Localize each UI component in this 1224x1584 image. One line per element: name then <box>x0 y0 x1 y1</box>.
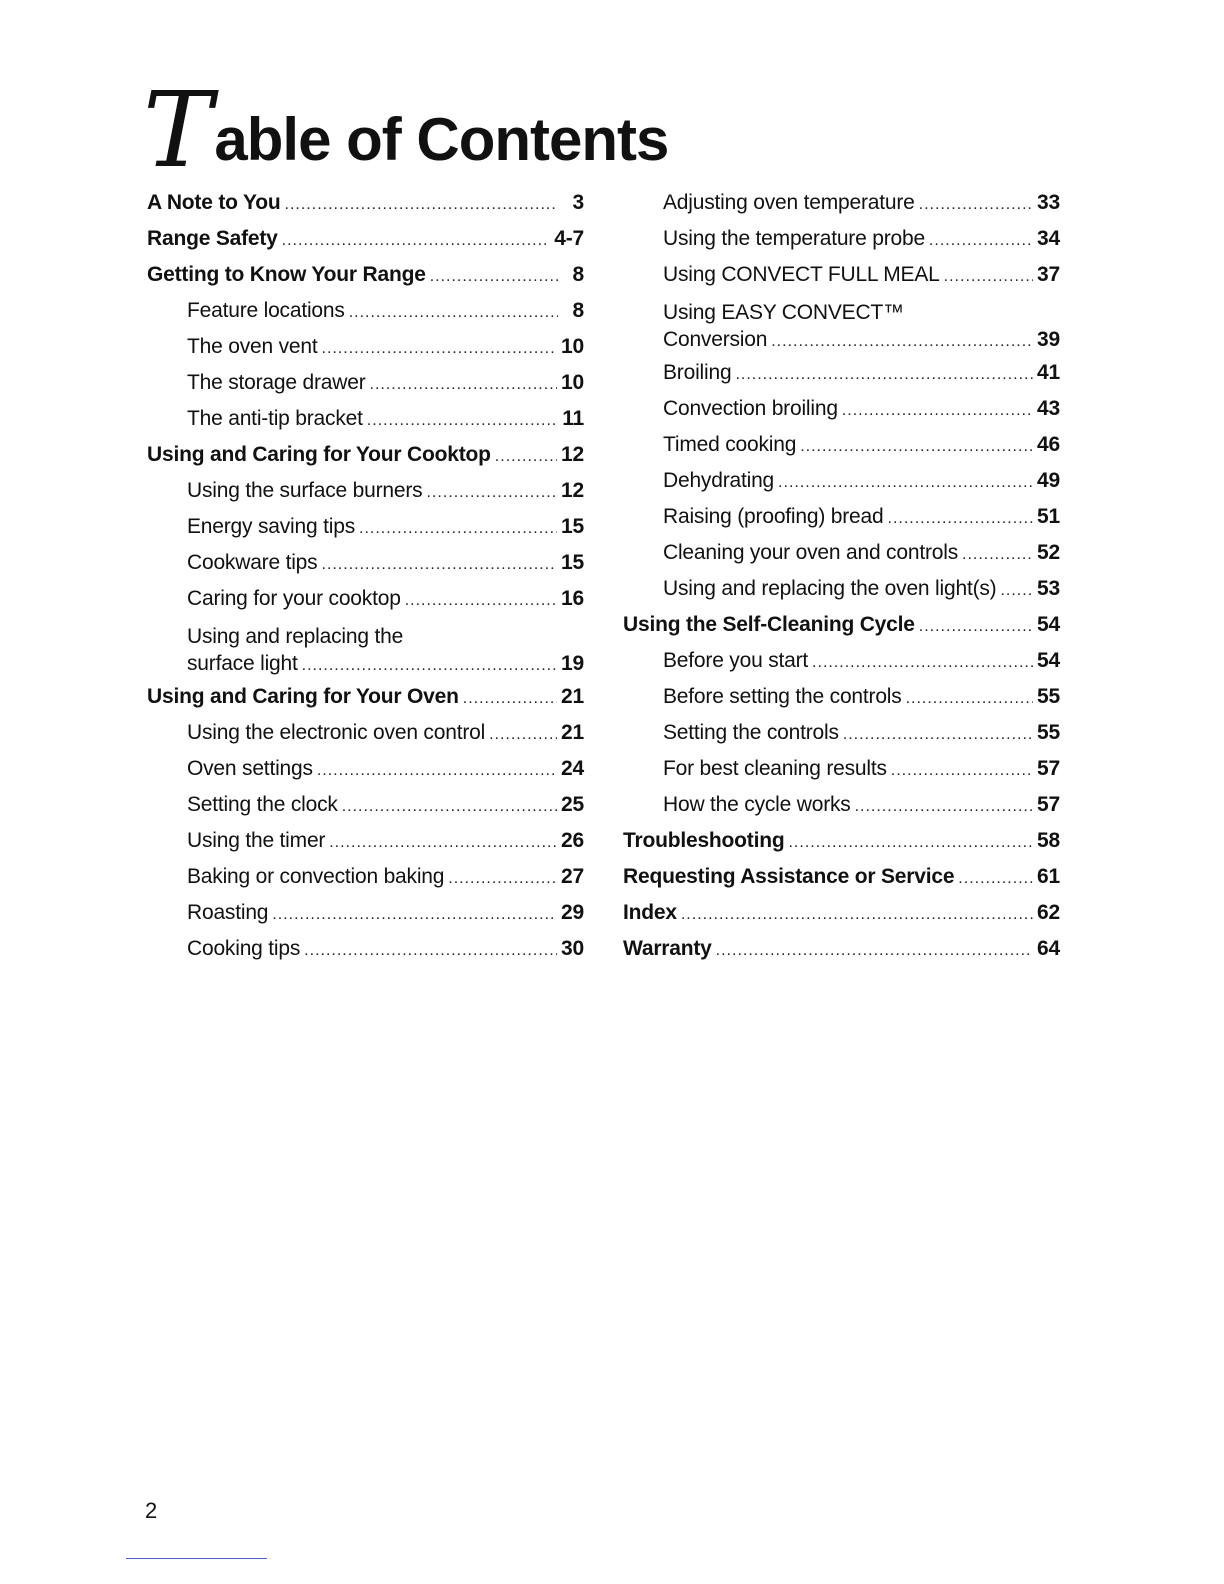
toc-entry-page-number: 54 <box>1037 613 1060 636</box>
dot-leader <box>843 718 1033 752</box>
toc-entry-page-number: 12 <box>561 443 584 466</box>
toc-entry-label: Adjusting oven temperature <box>663 191 915 214</box>
toc-entry-page-number: 11 <box>562 407 584 430</box>
toc-entry-label: The anti-tip bracket <box>187 407 363 430</box>
title-text: able of Contents <box>214 106 669 173</box>
toc-entry-label: Using the electronic oven control <box>187 721 486 744</box>
dot-leader <box>430 260 558 294</box>
toc-subsection-entry[interactable] <box>147 860 584 896</box>
toc-subsection-entry[interactable] <box>623 326 1060 356</box>
toc-subsection-entry[interactable] <box>147 474 584 510</box>
toc-entry-label: Oven settings <box>187 757 313 780</box>
toc-entry-label: Cookware tips <box>187 551 318 574</box>
toc-entry-label: Using CONVECT FULL MEAL <box>663 263 940 286</box>
toc-entry-page-number: 33 <box>1037 191 1060 214</box>
toc-entry-page-number: 49 <box>1037 469 1060 492</box>
dot-leader <box>735 358 1033 392</box>
toc-section-entry[interactable] <box>147 438 584 474</box>
toc-subsection-entry[interactable] <box>623 680 1060 716</box>
dot-leader <box>771 328 1033 356</box>
toc-entry-label: For best cleaning results <box>663 757 887 780</box>
toc-entry-label: surface light <box>187 652 298 675</box>
toc-entry-label: Using and Caring for Your Oven <box>147 685 459 708</box>
toc-entry-label: Using the surface burners <box>187 479 423 502</box>
toc-right-column <box>623 186 1060 968</box>
toc-entry-page-number: 10 <box>561 371 584 394</box>
toc-entry-label: Using the timer <box>187 829 326 852</box>
toc-entry-page-number: 24 <box>561 757 584 780</box>
dot-leader <box>405 584 557 618</box>
toc-entry-page-number: 46 <box>1037 433 1060 456</box>
toc-entry-label: Conversion <box>663 328 768 351</box>
toc-subsection-entry[interactable] <box>147 546 584 582</box>
dot-leader <box>329 826 557 860</box>
dot-leader <box>812 646 1033 680</box>
toc-entry-label: Requesting Assistance or Service <box>623 865 955 888</box>
toc-entry-page-number: 26 <box>561 829 584 852</box>
toc-entry-label: Cooking tips <box>187 937 301 960</box>
page-number: 2 <box>145 1498 158 1523</box>
dot-leader <box>302 652 557 680</box>
toc-entry-page-number: 15 <box>561 515 584 538</box>
dot-leader <box>359 512 557 546</box>
dot-leader <box>681 898 1033 932</box>
toc-entry-page-number: 16 <box>561 587 584 610</box>
toc-entry-page-number: 21 <box>561 721 584 744</box>
toc-entry-label: Before setting the controls <box>663 685 902 708</box>
toc-entry-page-number: 30 <box>561 937 584 960</box>
toc-entry-page-number: 51 <box>1037 505 1060 528</box>
dot-leader <box>272 898 557 932</box>
dot-leader <box>495 440 557 474</box>
toc-entry-page-number: 12 <box>561 479 584 502</box>
toc-entry-label: Index <box>623 901 677 924</box>
toc-entry-label: Convection broiling <box>663 397 838 420</box>
toc-subsection-entry[interactable] <box>623 644 1060 680</box>
toc-section-entry[interactable] <box>147 258 584 294</box>
toc-entry-label: Setting the clock <box>187 793 338 816</box>
toc-entry-page-number: 4-7 <box>554 227 584 250</box>
toc-entry-page-number: 37 <box>1037 263 1060 286</box>
toc-entry-page-number: 52 <box>1037 541 1060 564</box>
page-title <box>143 60 669 191</box>
toc-entry-page-number: 54 <box>1037 649 1060 672</box>
toc-entry-label: Caring for your cooktop <box>187 587 401 610</box>
dot-leader <box>929 224 1033 258</box>
toc-entry-page-number: 8 <box>572 263 584 286</box>
dot-leader <box>944 260 1033 294</box>
toc-entry-page-number: 21 <box>561 685 584 708</box>
toc-entry-page-number: 8 <box>572 299 584 322</box>
dot-leader <box>800 430 1033 464</box>
toc-entry-label: Broiling <box>663 361 732 384</box>
toc-subsection-entry[interactable] <box>147 932 584 968</box>
dot-leader <box>317 754 557 788</box>
toc-entry-label: Using the Self-Cleaning Cycle <box>623 613 915 636</box>
toc-section-entry[interactable] <box>623 860 1060 896</box>
toc-entry-page-number: 29 <box>561 901 584 924</box>
toc-entry-page-number: 62 <box>1037 901 1060 924</box>
toc-entry-page-number: 15 <box>561 551 584 574</box>
toc-entry-label: How the cycle works <box>663 793 851 816</box>
title-decorative-initial: T <box>143 69 213 191</box>
dot-leader <box>448 862 557 896</box>
toc-subsection-entry[interactable] <box>147 402 584 438</box>
toc-left-column <box>147 186 584 968</box>
toc-section-entry[interactable] <box>623 608 1060 644</box>
dot-leader <box>906 682 1033 716</box>
toc-entry-label: Dehydrating <box>663 469 775 492</box>
toc-subsection-entry[interactable] <box>623 572 1060 608</box>
toc-subsection-entry[interactable] <box>147 716 584 752</box>
toc-entry-page-number: 25 <box>561 793 584 816</box>
dot-leader <box>788 826 1033 860</box>
dot-leader <box>321 548 557 582</box>
toc-entry-label: Getting to Know Your Range <box>147 263 426 286</box>
toc-entry-label: Using and replacing the oven light(s) <box>663 577 997 600</box>
toc-subsection-entry[interactable] <box>623 716 1060 752</box>
toc-entry-label: Feature locations <box>187 299 345 322</box>
dot-leader <box>426 476 557 510</box>
dot-leader <box>463 682 557 716</box>
toc-subsection-entry[interactable] <box>147 366 584 402</box>
dot-leader <box>282 224 551 258</box>
toc-entry-page-number: 34 <box>1037 227 1060 250</box>
toc-entry-first-line: Using and replacing the <box>187 625 404 648</box>
dot-leader <box>919 610 1033 644</box>
dot-leader <box>349 296 558 330</box>
dot-leader <box>304 934 557 968</box>
toc-subsection-entry[interactable] <box>147 510 584 546</box>
toc-subsection-entry[interactable] <box>623 464 1060 500</box>
toc-entry-page-number: 43 <box>1037 397 1060 420</box>
toc-subsection-entry[interactable] <box>147 650 584 680</box>
dot-leader <box>855 790 1033 824</box>
toc-entry-page-number: 19 <box>561 652 584 675</box>
toc-section-entry[interactable] <box>147 186 584 222</box>
footer-rule <box>126 1558 267 1559</box>
dot-leader <box>962 538 1033 572</box>
dot-leader <box>778 466 1033 500</box>
toc-subsection-entry[interactable] <box>147 788 584 824</box>
toc-entry-page-number: 55 <box>1037 685 1060 708</box>
toc-entry-page-number: 61 <box>1037 865 1060 888</box>
dot-leader <box>842 394 1033 428</box>
dot-leader <box>891 754 1033 788</box>
toc-entry-label: Range Safety <box>147 227 278 250</box>
toc-entry-page-number: 58 <box>1037 829 1060 852</box>
toc-entry-label: Timed cooking <box>663 433 797 456</box>
toc-entry-label: The storage drawer <box>187 371 366 394</box>
dot-leader <box>285 188 558 222</box>
toc-subsection-entry[interactable] <box>623 500 1060 536</box>
toc-entry-label: Before you start <box>663 649 809 672</box>
toc-section-entry[interactable] <box>623 824 1060 860</box>
toc-entry-label: Roasting <box>187 901 269 924</box>
toc-section-entry[interactable] <box>147 680 584 716</box>
dot-leader <box>370 368 558 402</box>
toc-entry-label: Using and Caring for Your Cooktop <box>147 443 491 466</box>
toc-entry-label: Using the temperature probe <box>663 227 925 250</box>
toc-subsection-entry[interactable] <box>147 582 584 618</box>
toc-subsection-entry[interactable] <box>623 222 1060 258</box>
dot-leader <box>958 862 1033 896</box>
toc-entry-label: Baking or convection baking <box>187 865 445 888</box>
toc-subsection-entry[interactable] <box>147 824 584 860</box>
dot-leader <box>919 188 1033 222</box>
toc-entry-page-number: 57 <box>1037 793 1060 816</box>
toc-subsection-entry[interactable] <box>623 186 1060 222</box>
toc-entry-page-number: 10 <box>561 335 584 358</box>
toc-entry-page-number: 55 <box>1037 721 1060 744</box>
toc-subsection-entry[interactable] <box>147 752 584 788</box>
toc-subsection-entry[interactable] <box>623 356 1060 392</box>
toc-entry-label: Raising (proofing) bread <box>663 505 884 528</box>
toc-entry-label: Warranty <box>623 937 712 960</box>
toc-entry-page-number: 39 <box>1037 328 1060 351</box>
toc-subsection-entry[interactable] <box>623 258 1060 294</box>
toc-entry-label: Cleaning your oven and controls <box>663 541 958 564</box>
dot-leader <box>716 934 1033 968</box>
toc-entry-first-line: Using EASY CONVECT™ <box>663 301 904 324</box>
toc-subsection-entry[interactable] <box>147 294 584 330</box>
toc-subsection-entry[interactable] <box>147 896 584 932</box>
dot-leader <box>367 404 558 438</box>
toc-entry-page-number: 41 <box>1037 361 1060 384</box>
toc-entry-label: Troubleshooting <box>623 829 785 852</box>
toc-entry-label: A Note to You <box>147 191 281 214</box>
dot-leader <box>342 790 557 824</box>
toc-subsection-entry[interactable] <box>623 536 1060 572</box>
dot-leader <box>489 718 557 752</box>
toc-subsection-entry[interactable] <box>623 788 1060 824</box>
toc-entry-label: Energy saving tips <box>187 515 355 538</box>
toc-section-entry[interactable] <box>147 222 584 258</box>
dot-leader <box>888 502 1034 536</box>
toc-entry-page-number: 57 <box>1037 757 1060 780</box>
toc-subsection-entry[interactable] <box>623 428 1060 464</box>
toc-subsection-entry[interactable] <box>623 392 1060 428</box>
toc-entry-label: The oven vent <box>187 335 318 358</box>
toc-entry-page-number: 3 <box>572 191 584 214</box>
toc-section-entry[interactable] <box>623 932 1060 968</box>
dot-leader <box>1000 574 1033 608</box>
toc-entry-page-number: 53 <box>1037 577 1060 600</box>
toc-entry-page-number: 27 <box>561 865 584 888</box>
toc-subsection-entry[interactable] <box>623 752 1060 788</box>
toc-subsection-entry[interactable] <box>147 330 584 366</box>
toc-entry-page-number: 64 <box>1037 937 1060 960</box>
toc-section-entry[interactable] <box>623 896 1060 932</box>
dot-leader <box>322 332 558 366</box>
toc-entry-label: Setting the controls <box>663 721 839 744</box>
